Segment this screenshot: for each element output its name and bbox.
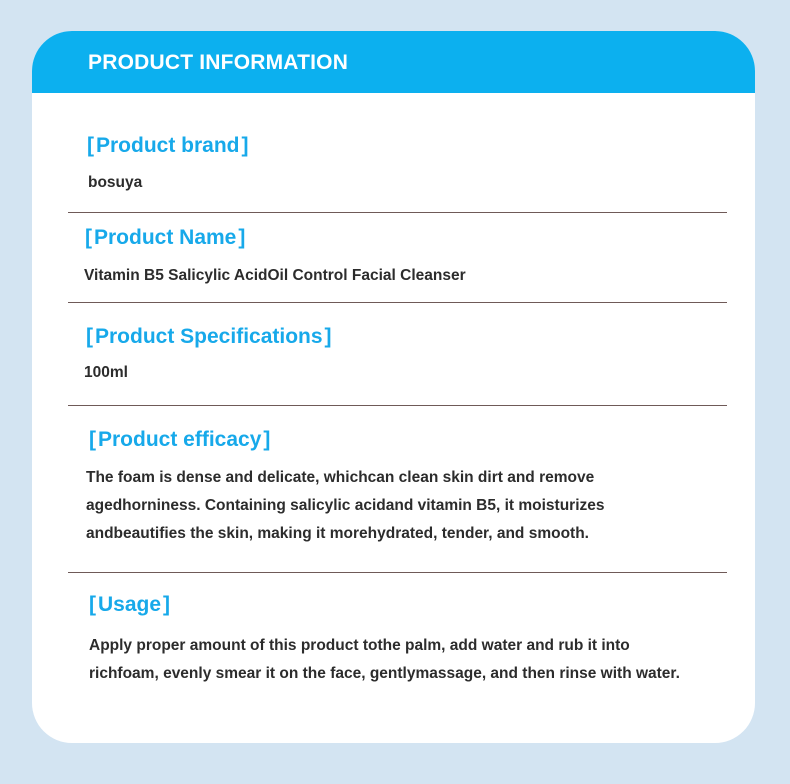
efficacy-heading: [Product efficacy] [89,428,271,451]
specifications-value: 100ml [84,364,128,381]
efficacy-line: The foam is dense and delicate, whichcan clean skin dirt and remove [86,469,595,486]
specifications-heading: [Product Specifications] [86,325,332,348]
efficacy-line: agedhorniness. Containing salicylic acidand vitamin B5, it moisturizes [86,497,605,514]
efficacy-text [86,464,605,548]
divider [68,572,727,573]
name-heading: [Product Name] [85,226,246,249]
header-title: PRODUCT INFORMATION [88,51,349,74]
product-info-card [32,31,755,743]
divider [68,302,727,303]
card-header [32,31,755,93]
efficacy-line: andbeautifies the skin, making it morehydrated, tender, and smooth. [86,525,589,542]
name-value: Vitamin B5 Salicylic AcidOil Control Facial Cleanser [84,267,466,284]
usage-text [89,632,680,688]
divider [68,405,727,406]
usage-heading: [Usage] [89,593,171,616]
brand-value: bosuya [88,174,143,191]
brand-heading: [Product brand] [87,134,249,157]
divider [68,212,727,213]
usage-line: Apply proper amount of this product tothe palm, add water and rub it into [89,637,630,654]
usage-line: richfoam, evenly smear it on the face, gentlymassage, and then rinse with water. [89,665,680,682]
